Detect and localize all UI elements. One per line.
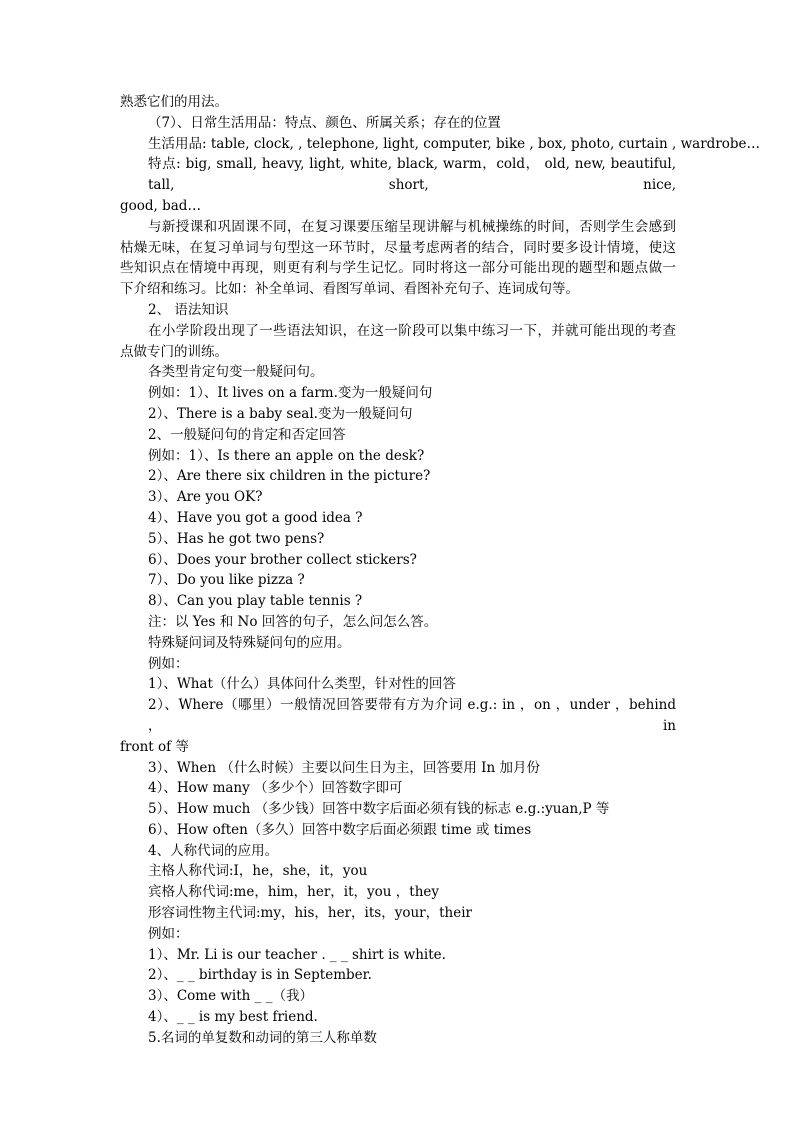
paragraph-line: 些知识点在情境中再现，则更有利与学生记忆。同时将这一部分可能出现的题型和题点做一 xyxy=(120,260,676,277)
example-line: front of 等 xyxy=(120,738,189,755)
text-line: 特点: big, small, heavy, light, white, black, warm，cold， old, new, beautiful, tall, short, nice, xyxy=(148,156,676,194)
section-heading: 特殊疑问词及特殊疑问句的应用。 xyxy=(148,634,351,651)
section-heading: （7）、日常生活用品：特点、颜色、所属关系；存在的位置 xyxy=(148,114,501,131)
text-line: 主格人称代词:I，he，she，it，you xyxy=(148,863,368,880)
example-line: 3）、When （什么时候）主要以问生日为主，回答要用 In 加月份 xyxy=(148,759,540,776)
document-page xyxy=(120,92,761,1049)
section-heading: 4、人称代词的应用。 xyxy=(148,842,279,859)
example-line: 6）、Does your brother collect stickers? xyxy=(148,551,417,568)
example-line: 例如：1）、Is there an apple on the desk? xyxy=(148,447,425,464)
example-line: 5）、Has he got two pens? xyxy=(148,530,325,547)
text-line: 各类型肯定句变一般疑问句。 xyxy=(148,364,324,381)
example-line: 5）、How much （多少钱）回答中数字后面必须有钱的标志 e.g.:yuan,P 等 xyxy=(148,801,610,818)
example-line: 2）、Where（哪里）一般情况回答要带有方为介词 e.g.: in ，on ，under ，behind ，in xyxy=(148,697,676,734)
note-line: 注：以 Yes 和 No 回答的句子，怎么问怎么答。 xyxy=(148,613,438,630)
section-heading: 2、一般疑问句的肯定和否定回答 xyxy=(148,426,346,443)
paragraph-line: 点做专门的训练。 xyxy=(120,343,228,360)
paragraph-line: 在小学阶段出现了一些语法知识，在这一阶段可以集中练习一下，并就可能出现的考查 xyxy=(148,322,676,339)
example-line: 8）、Can you play table tennis ? xyxy=(148,593,363,610)
text-line: 例如： xyxy=(148,655,189,672)
example-line: 4）、Have you got a good idea ? xyxy=(148,509,363,526)
example-line: 1）、Mr. Li is our teacher . _ _ shirt is white. xyxy=(148,946,446,963)
example-line: 例如：1）、It lives on a farm.变为一般疑问句 xyxy=(148,385,433,402)
example-line: 2）、Are there six children in the picture? xyxy=(148,468,431,485)
paragraph-line: 下介绍和练习。比如：补全单词、看图写单词、看图补充句子、连词成句等。 xyxy=(120,281,579,298)
paragraph-line: 与新授课和巩固课不同，在复习课要压缩呈现讲解与机械操练的时间，否则学生会感到 xyxy=(148,218,676,235)
example-line: 2）、_ _ birthday is in September. xyxy=(148,967,372,984)
example-line: 1）、What（什么）具体问什么类型，针对性的回答 xyxy=(148,676,456,693)
section-heading: 5.名词的单复数和动词的第三人称单数 xyxy=(148,1029,377,1046)
section-heading: 2、 语法知识 xyxy=(148,301,229,318)
example-line: 4）、How many （多少个）回答数字即可 xyxy=(148,780,403,797)
example-line: 6）、How often（多久）回答中数字后面必须跟 time 或 times xyxy=(148,821,532,838)
example-line: 4）、_ _ is my best friend. xyxy=(148,1009,318,1026)
example-line: 3）、Are you OK? xyxy=(148,489,263,506)
text-line: 熟悉它们的用法。 xyxy=(120,94,228,110)
example-line: 7）、Do you like pizza ? xyxy=(148,572,305,589)
text-line: 宾格人称代词:me，him，her，it，you ，they xyxy=(148,884,440,901)
paragraph-line: 枯燥无味，在复习单词与句型这一环节时，尽量考虑两者的结合，同时要多设计情境，使这 xyxy=(120,239,676,256)
text-line: good, bad… xyxy=(120,197,201,214)
text-line: 例如： xyxy=(148,925,189,942)
text-line: 生活用品: table, clock, , telephone, light, computer, bike , box, photo, curtain , wardrobe… xyxy=(148,135,761,152)
example-line: 2）、There is a baby seal.变为一般疑问句 xyxy=(148,405,413,422)
text-line: 形容词性物主代词:my，his，her，its，your，their xyxy=(148,905,473,922)
example-line: 3）、Come with _ _（我） xyxy=(148,988,313,1005)
